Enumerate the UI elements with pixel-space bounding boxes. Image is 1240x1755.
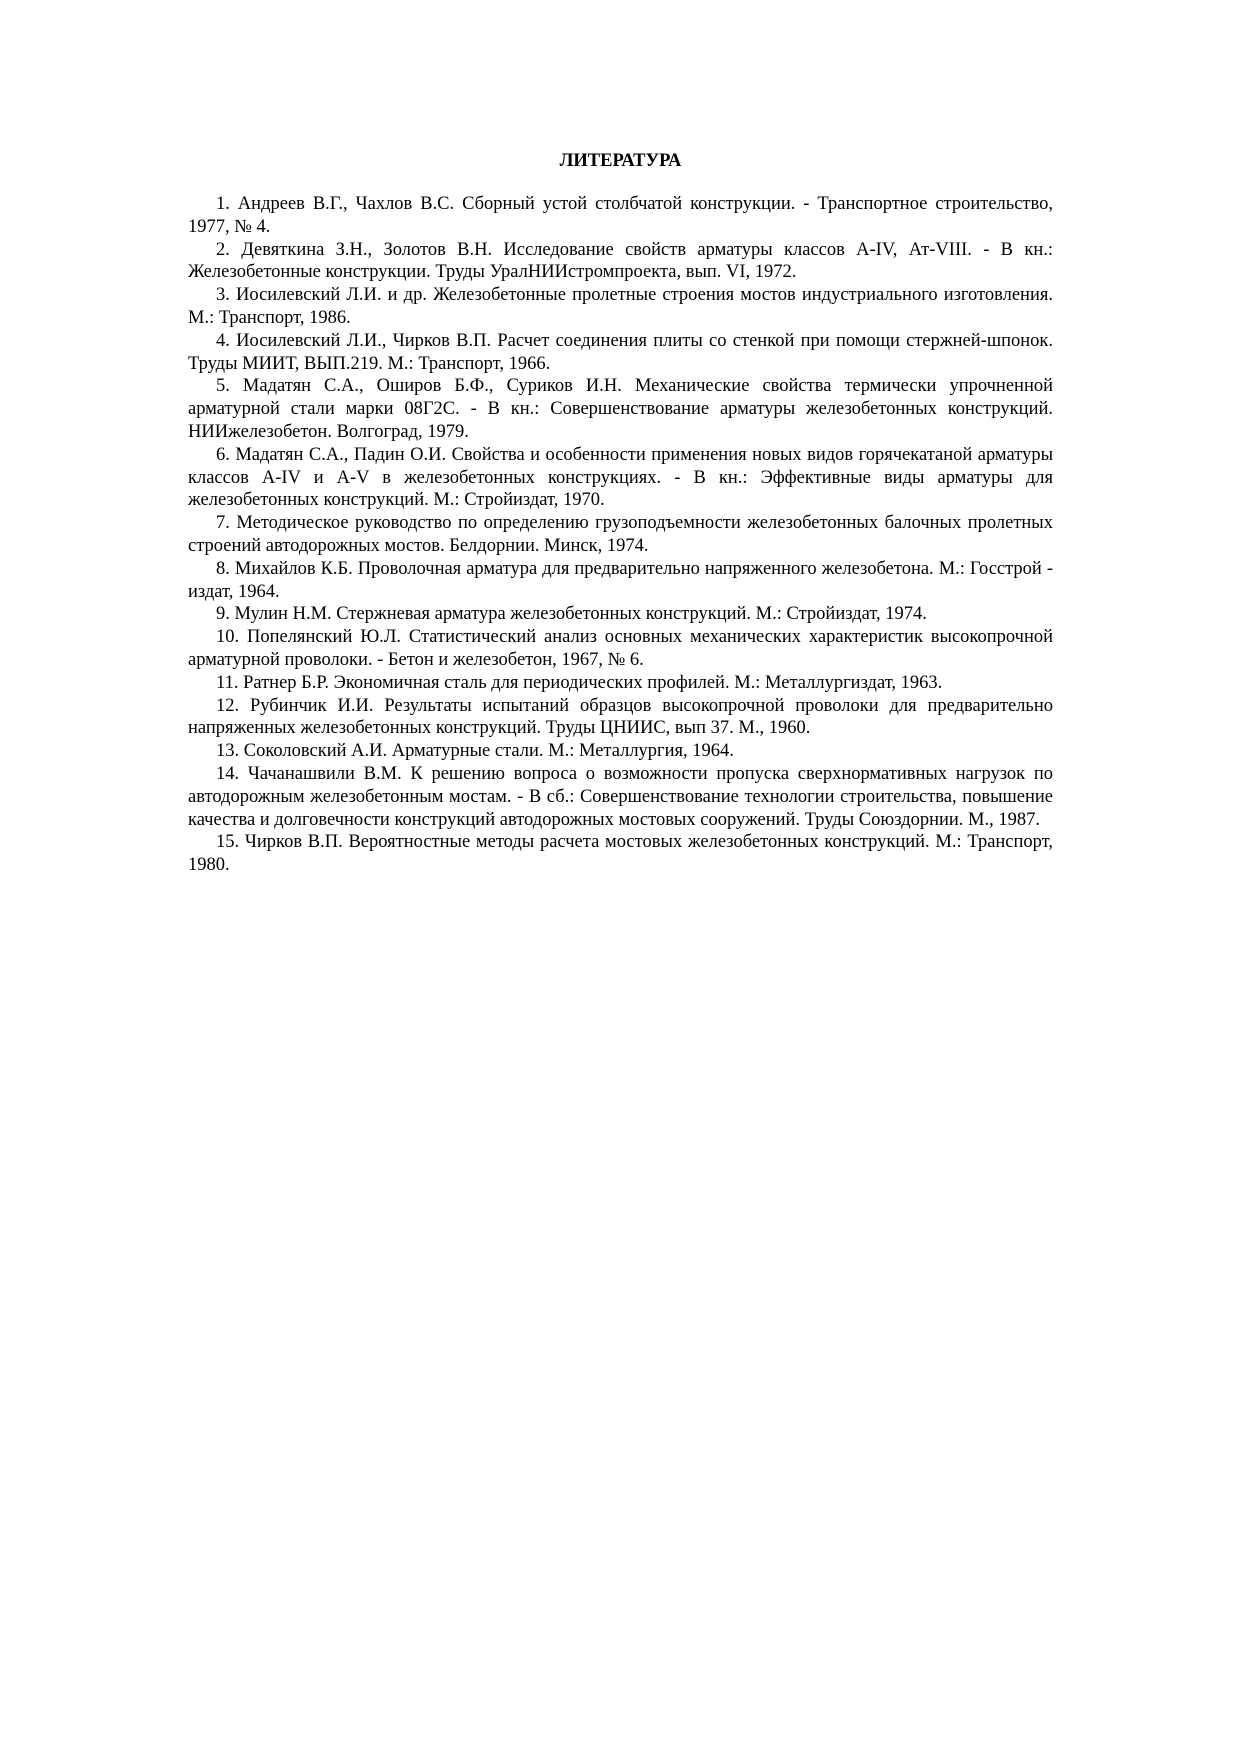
reference-item: 11. Ратнер Б.Р. Экономичная сталь для периодических профилей. М.: Металлургиздат, 1963. [216,672,943,693]
reference-item: 9. Мулин Н.М. Стержневая арматура железобетонных конструкций. М.: Стройиздат, 1974. [216,604,927,625]
page-title: ЛИТЕРАТУРА [559,151,682,171]
reference-item: 3. Иосилевский Л.И. и др. Железобетонные пролетные строения мостов индустриального изготовления. М.: Транспорт, 1986. [188,285,1053,328]
document-page [188,148,1053,877]
reference-item: 12. Рубинчик И.И. Результаты испытаний образцов высокопрочной проволоки для предварительно напряженных железобетонных конструкций. Труды ЦНИИС, вып 37. М., 1960. [188,695,1053,739]
reference-item: 1. Андреев В.Г., Чахлов В.С. Сборный устой столбчатой конструкции. - Транспортное строительство, 1977, № 4. [188,194,1053,237]
reference-item: 6. Мадатян С.А., Падин О.И. Свойства и особенности применения новых видов горячекатаной арматуры классов А-IV и А-V в железобетонных конструкциях. - В кн.: Эффективные виды арматуры для железобетонных конструкций. М.: Стройиздат, 1970. [188,444,1053,511]
reference-item: 4. Иосилевский Л.И., Чирков В.П. Расчет соединения плиты со стенкой при помощи стержней-шпонок. Труды МИИТ, ВЫП.219. М.: Транспорт, 1966. [188,330,1053,374]
reference-list [188,193,1053,877]
reference-item: 10. Попелянский Ю.Л. Статистический анализ основных механических характеристик высокопрочной арматурной проволоки. - Бетон и железобетон, 1967, № 6. [188,627,1053,670]
reference-item: 7. Методическое руководство по определению грузоподъемности железобетонных балочных пролетных строений автодорожных мостов. Белдорнии. Минск, 1974. [188,513,1053,556]
reference-item: 14. Чачанашвили В.М. К решению вопроса о возможности пропуска сверхнормативных нагрузок по автодорожным железобетонным мостам. - В сб.: Совершенствование технологии строительства, повышение качества и долговечности конструкций автодорожных мостовых сооружений. Труды Союздорнии. М., 1987. [188,763,1053,830]
reference-item: 8. Михайлов К.Б. Проволочная арматура для предварительно напряженного железобетона. М.: Госстрой - издат, 1964. [188,558,1053,602]
reference-item: 15. Чирков В.П. Вероятностные методы расчета мостовых железобетонных конструкций. М.: Транспорт, 1980. [188,832,1053,876]
reference-item: 2. Девяткина З.Н., Золотов В.Н. Исследование свойств арматуры классов А-IV, Ат-VIII. - В кн.: Железобетонные конструкции. Труды УралНИИстромпроекта, вып. VI, 1972. [188,239,1053,283]
reference-item: 5. Мадатян С.А., Оширов Б.Ф., Суриков И.Н. Механические свойства термически упрочненной арматурной стали марки 08Г2С. - В кн.: Совершенствование арматуры железобетонных конструкций. НИИжелезобетон. Волгоград, 1979. [188,376,1053,442]
reference-item: 13. Соколовский А.И. Арматурные стали. М.: Металлургия, 1964. [216,741,734,762]
